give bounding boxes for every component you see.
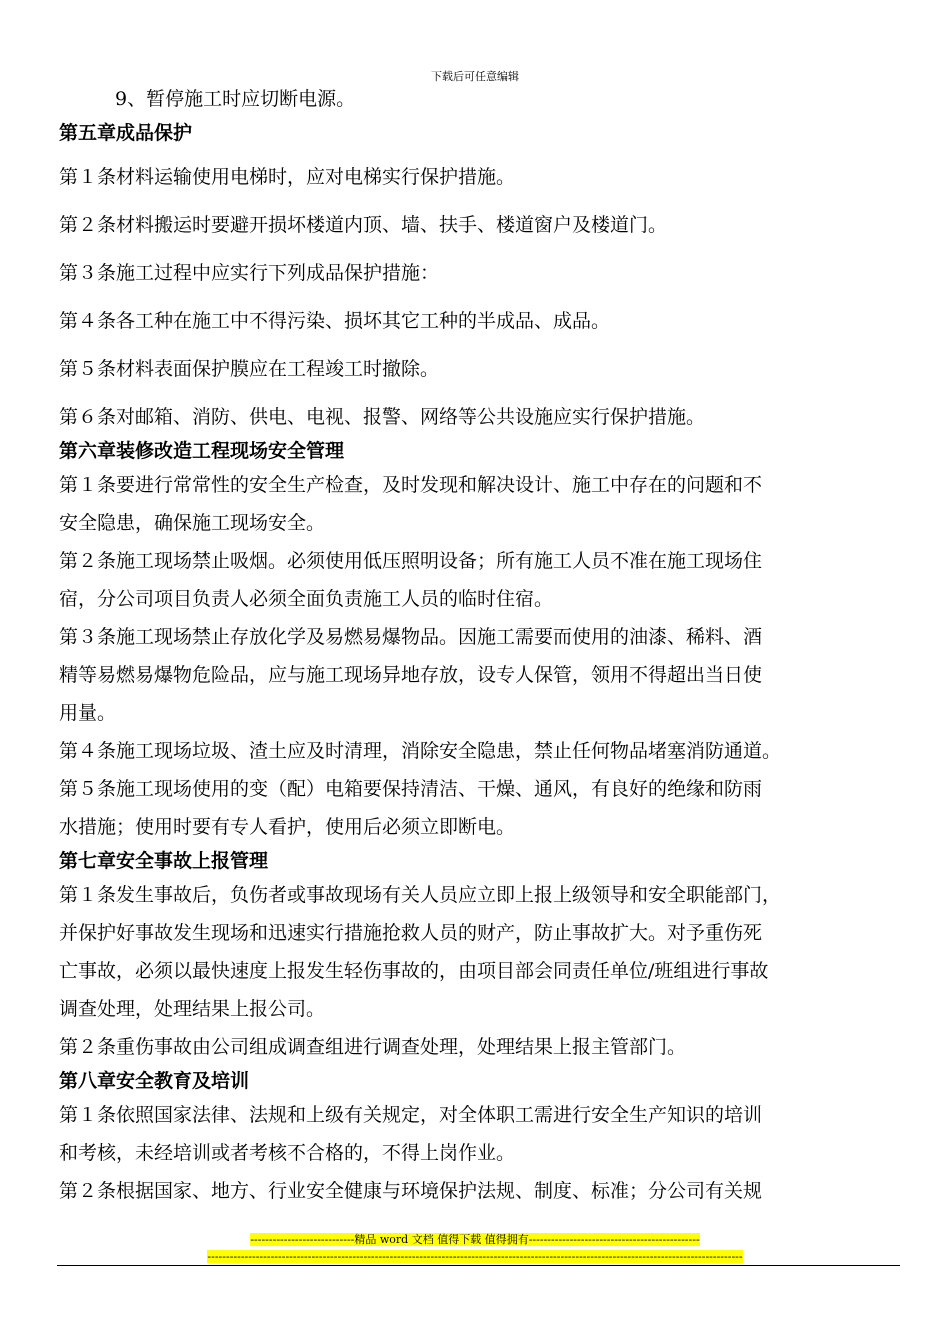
paragraph-line: 第３条施工过程中应实行下列成品保护措施：: [59, 262, 440, 284]
chapter-heading: 第六章装修改造工程现场安全管理: [59, 440, 345, 462]
paragraph-line: 第４条施工现场垃圾、渣土应及时清理，消除安全隐患，禁止任何物品堵塞消防通道。: [59, 740, 782, 762]
paragraph-line: 第３条施工现场禁止存放化学及易燃易爆物品。因施工需要而使用的油漆、稀料、酒: [59, 626, 763, 648]
chapter-heading: 第五章成品保护: [59, 122, 193, 144]
paragraph-line: 宿，分公司项目负责人必须全面负责施工人员的临时住宿。: [59, 588, 554, 610]
footer-banner-text: ----------------------------精品 word 文档 值得下载 值得拥有----------------------------------------------: [250, 1233, 700, 1246]
paragraph-line: 亡事故，必须以最快速度上报发生轻伤事故的，由项目部会同责任单位/班组进行事故: [59, 960, 769, 982]
paragraph-line: 第２条材料搬运时要避开损坏楼道内顶、墙、扶手、楼道窗户及楼道门。: [59, 214, 668, 236]
paragraph-line: 第１条材料运输使用电梯时，应对电梯实行保护措施。: [59, 166, 516, 188]
paragraph-line: 第１条要进行常常性的安全生产检查，及时发现和解决设计、施工中存在的问题和不: [59, 474, 763, 496]
paragraph-line: 用量。: [59, 702, 117, 724]
paragraph-line: 9、暂停施工时应切断电源。: [115, 88, 356, 110]
paragraph-line: 第５条施工现场使用的变（配）电箱要保持清洁、干燥、通风，有良好的绝缘和防雨: [59, 778, 763, 800]
paragraph-line: 第６条对邮箱、消防、供电、电视、报警、网络等公共设施应实行保护措施。: [59, 406, 706, 428]
footer-rule: [57, 1265, 900, 1266]
paragraph-line: 和考核，未经培训或者考核不合格的，不得上岗作业。: [59, 1142, 516, 1164]
paragraph-line: 第４条各工种在施工中不得污染、损坏其它工种的半成品、成品。: [59, 310, 611, 332]
paragraph-line: 安全隐患，确保施工现场安全。: [59, 512, 326, 534]
paragraph-line: 并保护好事故发生现场和迅速实行措施抢救人员的财产，防止事故扩大。对予重伤死: [59, 922, 763, 944]
paragraph-line: 第１条发生事故后，负伤者或事故现场有关人员应立即上报上级领导和安全职能部门，: [59, 884, 782, 906]
chapter-heading: 第八章安全教育及培训: [59, 1070, 250, 1092]
paragraph-line: 第１条依照国家法律、法规和上级有关规定，对全体职工需进行安全生产知识的培训: [59, 1104, 763, 1126]
footer-dashes: [0, 1245, 950, 1264]
paragraph-line: 精等易燃易爆物危险品，应与施工现场异地存放，设专人保管，领用不得超出当日使: [59, 664, 763, 686]
header-note: 下载后可任意编辑: [431, 70, 519, 83]
paragraph-line: 第５条材料表面保护膜应在工程竣工时撤除。: [59, 358, 440, 380]
paragraph-line: 水措施；使用时要有专人看护，使用后必须立即断电。: [59, 816, 516, 838]
paragraph-line: 第２条根据国家、地方、行业安全健康与环境保护法规、制度、标准；分公司有关规: [59, 1180, 763, 1202]
document-body: [59, 80, 899, 1210]
paragraph-line: 第２条重伤事故由公司组成调查组进行调查处理，处理结果上报主管部门。: [59, 1036, 687, 1058]
paragraph-line: 第２条施工现场禁止吸烟。必须使用低压照明设备；所有施工人员不准在施工现场住: [59, 550, 763, 572]
footer-dashes-text: ------------------------------------------------------------------------------------------------------------------------------------------------: [207, 1250, 743, 1263]
paragraph-line: 调查处理，处理结果上报公司。: [59, 998, 326, 1020]
chapter-heading: 第七章安全事故上报管理: [59, 850, 269, 872]
